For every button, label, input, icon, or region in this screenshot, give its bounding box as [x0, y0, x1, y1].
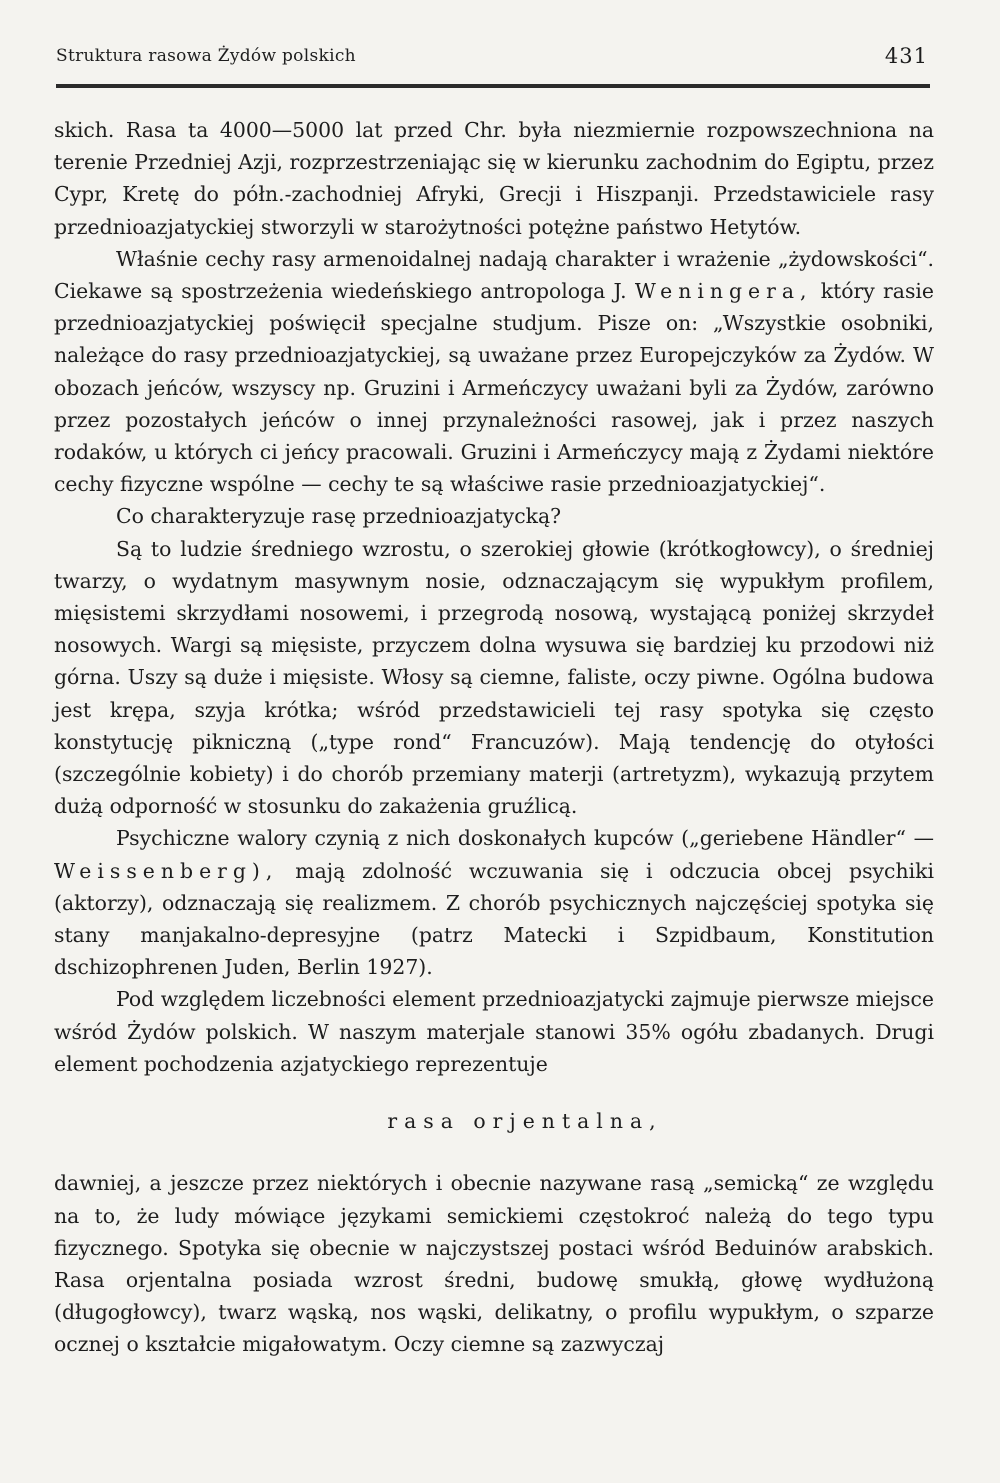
paragraph-frequency: Pod względem liczebności element przednioazjatycki zajmuje pierwsze miejsce wśród Żydów polskich. W naszym materjale stanowi 35% ogółu zbadanych. Drugi element pochodzenia azjatyckiego reprezentuje — [54, 987, 934, 1076]
author-name-weissenberg: Weissenberg), — [54, 858, 279, 883]
paragraph-psychic — [54, 822, 934, 983]
paragraph-text: który rasie przednioazjatyckiej poświęcił specjalne studjum. Pisze on: „Wszystkie osobniki, należące do rasy przednioazjatyckiej, są uważane przez Europejczyków za Żydów. W obozach jeńców, wszyscy np. Gruzini i Armeńczycy uważani byli za Żydów, zarówno przez pozostałych jeńców o innej przynależności rasowej, jak i przez naszych rodaków, u których ci jeńcy pracowali. Gruzini i Armeńczycy mają z Żydami niektóre cechy fizyczne wspólne — cechy te są właściwe rasie przednioazjatyckiej“. — [54, 279, 934, 497]
paragraph-text: Właśnie cechy rasy armenoidalnej nadają charakter i wrażenie „żydowskości“. Ciekawe są spostrzeżenia wiedeńskiego antropologa J. — [54, 246, 934, 304]
paragraph-text: Psychiczne walory czynią z nich doskonałych kupców („geriebene Händler“ — — [116, 826, 934, 851]
page-number: 431 — [884, 44, 928, 68]
paragraph-continued: skich. Rasa ta 4000—5000 lat przed Chr. była niezmiernie rozpowszechniona na terenie Przedniej Azji, rozprzestrzeniając się w kierunku zachodnim do Egiptu, przez Cypr, Kretę do półn.-zachodniej Afryki, Grecji i Hiszpanji. Przedstawiciele rasy przednioazjatyckiej stworzyli w starożytności potężne państwo Hetytów. — [54, 118, 934, 239]
header-rule — [56, 84, 930, 88]
running-head: Struktura rasowa Żydów polskich — [56, 46, 356, 66]
paragraph-weninger — [54, 243, 934, 501]
author-name-weninger: Weningera, — [634, 279, 813, 304]
paragraph-text: mają zdolność wczuwania się i odczucia obcej psychiki (aktorzy), odznaczają się realizmem. Z chorób psychicznych najczęściej spotyka się stany manjakalno-depresyjne (patrz Matecki i Szpidbaum, Konstitution dschizophrenen Juden, Berlin 1927). — [54, 858, 934, 980]
paragraph-description: Są to ludzie średniego wzrostu, o szerokiej głowie (krótkogłowcy), o średniej twarzy, o wydatnym masywnym nosie, odznaczającym się wypukłym profilem, mięsistemi skrzydłami nosowemi, i przegrodą nosową, wystającą poniżej skrzydeł nosowych. Wargi są mięsiste, przyczem dolna wysuwa się bardziej ku przodowi niż górna. Uszy są duże i mięsiste. Włosy są ciemne, faliste, oczy piwne. Ogólna budowa jest krępa, szyja krótka; wśród przedstawicieli tej rasy spotyka się często konstytucję pikniczną („type rond“ Francuzów). Mają tendencję do otyłości (szczególnie kobiety) i do chorób przemiany materji (artretyzm), wykazują przytem dużą odporność w stosunku do zakażenia gruźlicą. — [54, 536, 934, 819]
body-text — [54, 114, 934, 1361]
page-header — [56, 44, 928, 74]
paragraph-question: Co charakteryzuje rasę przednioazjatycką? — [116, 504, 562, 529]
paragraph-oriental: dawniej, a jeszcze przez niektórych i obecnie nazywane rasą „semicką“ ze względu na to, że ludy mówiące językami semickiemi częstokroć należą do tego typu fizycznego. Spotyka się obecnie w najczystszej postaci wśród Beduinów arabskich. Rasa orjentalna posiada wzrost średni, budowę smukłą, głowę wydłużoną (długogłowcy), twarz wąską, nos wąski, delikatny, o profilu wypukłym, o szparze ocznej o kształcie migałowatym. Oczy ciemne są zazwyczaj — [54, 1171, 934, 1357]
section-heading: rasa orjentalna, — [387, 1109, 663, 1134]
